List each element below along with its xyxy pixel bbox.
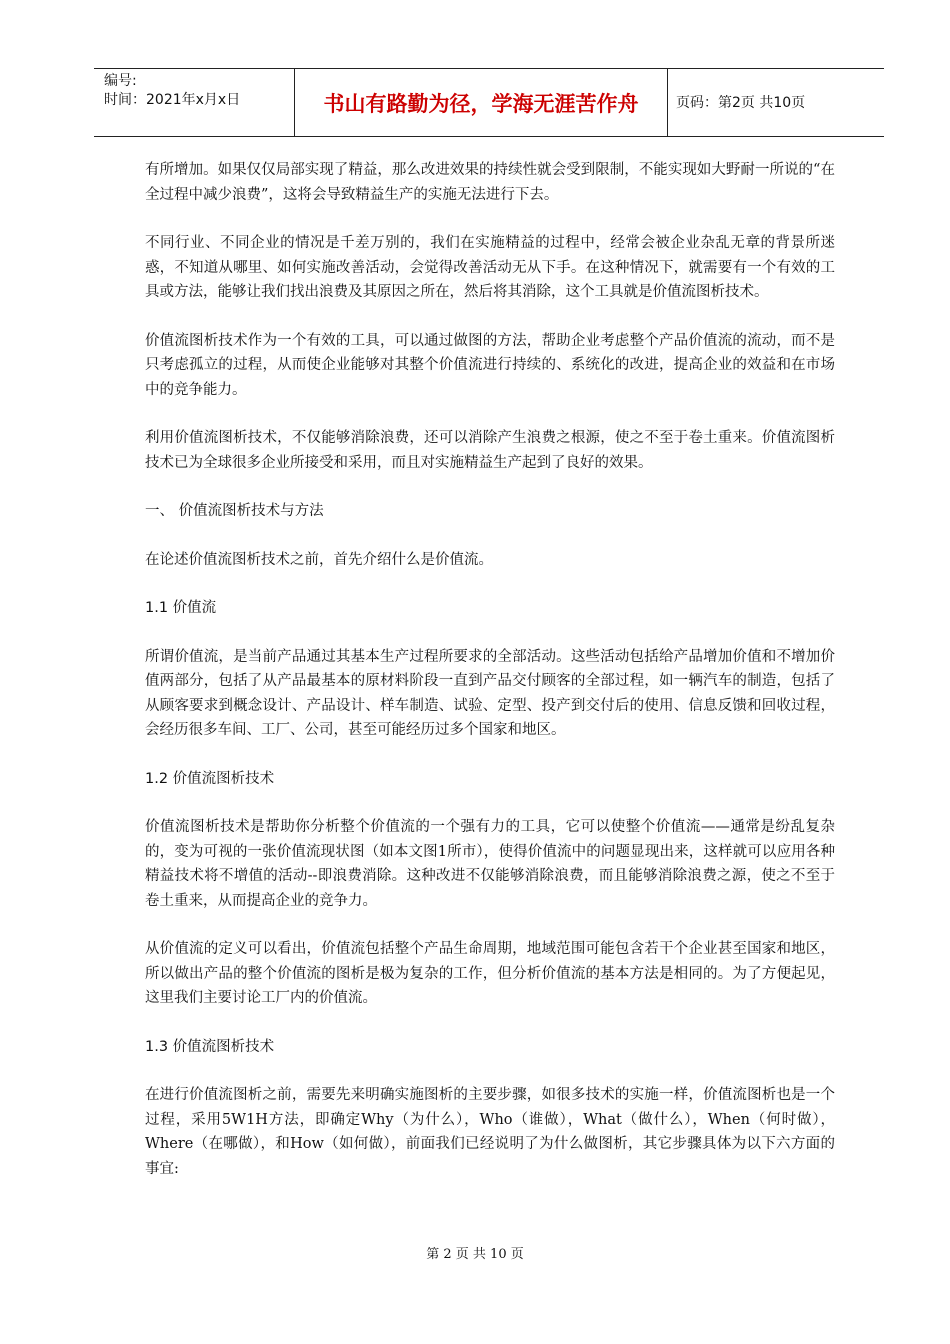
paragraph: 价值流图析技术作为一个有效的工具，可以通过做图的方法，帮助企业考虑整个产品价值流的流动，而不是只考虑孤立的过程，从而使企业能够对其整个价值流进行持续的、系统化的改进，提高企业的效益和在市场中的竞争能力。	[145, 332, 835, 398]
paragraph: 价值流图析技术是帮助你分析整个价值流的一个强有力的工具，它可以使整个价值流——通常是纷乱复杂的，变为可视的一张价值流现状图（如本文图1所市），使得价值流中的问题显现出来，这样就可以应用各种精益技术将不增值的活动--即浪费消除。这种改进不仅能够消除浪费，而且能够消除浪费之源，使之不至于卷土重来，从而提高企业的竞争力。	[145, 819, 835, 909]
paragraph: 从价值流的定义可以看出，价值流包括整个产品生命周期，地域范围可能包含若干个企业甚至国家和地区，所以做出产品的整个价值流的图析是极为复杂的工作，但分析价值流的基本方法是相同的。为了方便起见，这里我们主要讨论工厂内的价值流。	[145, 941, 835, 1006]
page-footer: 第 2 页 共 10 页	[426, 1247, 524, 1262]
paragraph: 有所增加。如果仅仅局部实现了精益，那么改进效果的持续性就会受到限制，不能实现如大野耐一所说的“在全过程中减少浪费”，这将会导致精益生产的实施无法进行下去。	[145, 162, 835, 203]
header-page-cell	[668, 69, 884, 136]
paragraph: 所谓价值流，是当前产品通过其基本生产过程所要求的全部活动。这些活动包括给产品增加价值和不增加价值两部分，包括了从产品最基本的原材料阶段一直到产品交付顾客的全部过程，如一辆汽车的制造，包括了从顾客要求到概念设计、产品设计、样车制造、试验、定型、投产到交付后的使用、信息反馈和回收过程，会经历很多车间、工厂、公司，甚至可能经历过多个国家和地区。	[145, 648, 835, 738]
header-page-info: 页码：第2页 共10页	[676, 95, 806, 111]
paragraph: 在进行价值流图析之前，需要先来明确实施图析的主要步骤，如很多技术的实施一样，价值流图析也是一个过程，采用5W1H方法，即确定Why（为什么），Who（谁做），What（做什么），When（何时做），Where（在哪做），和How（如何做），前面我们已经说明了为什么做图析，其它步骤具体为以下六方面的事宜:	[145, 1087, 835, 1177]
document-number-label: 编号:	[104, 73, 137, 89]
header-motto-cell	[295, 69, 668, 136]
document-header	[94, 68, 884, 137]
subsection-heading: 1.1 价值流	[145, 600, 217, 616]
section-heading: 一、 价值流图析技术与方法	[145, 503, 324, 519]
header-meta-cell	[94, 69, 295, 136]
document-time-label: 时间：2021年x月x日	[104, 92, 241, 108]
subsection-heading: 1.2 价值流图析技术	[145, 770, 275, 787]
paragraph: 不同行业、不同企业的情况是千差万别的，我们在实施精益的过程中，经常会被企业杂乱无章的背景所迷惑，不知道从哪里、如何实施改善活动，会觉得改善活动无从下手。在这种情况下，就需要有一个有效的工具或方法，能够让我们找出浪费及其原因之所在，然后将其消除，这个工具就是价值流图析技术。	[145, 235, 835, 300]
subsection-heading: 1.3 价值流图析技术	[145, 1038, 275, 1055]
paragraph: 利用价值流图析技术，不仅能够消除浪费，还可以消除产生浪费之根源，使之不至于卷土重来。价值流图析技术已为全球很多企业所接受和采用，而且对实施精益生产起到了良好的效果。	[145, 430, 835, 471]
document-body	[145, 158, 835, 1181]
paragraph: 在论述价值流图析技术之前，首先介绍什么是价值流。	[145, 551, 493, 568]
header-motto: 书山有路勤为径，学海无涯苦作舟	[323, 91, 639, 116]
